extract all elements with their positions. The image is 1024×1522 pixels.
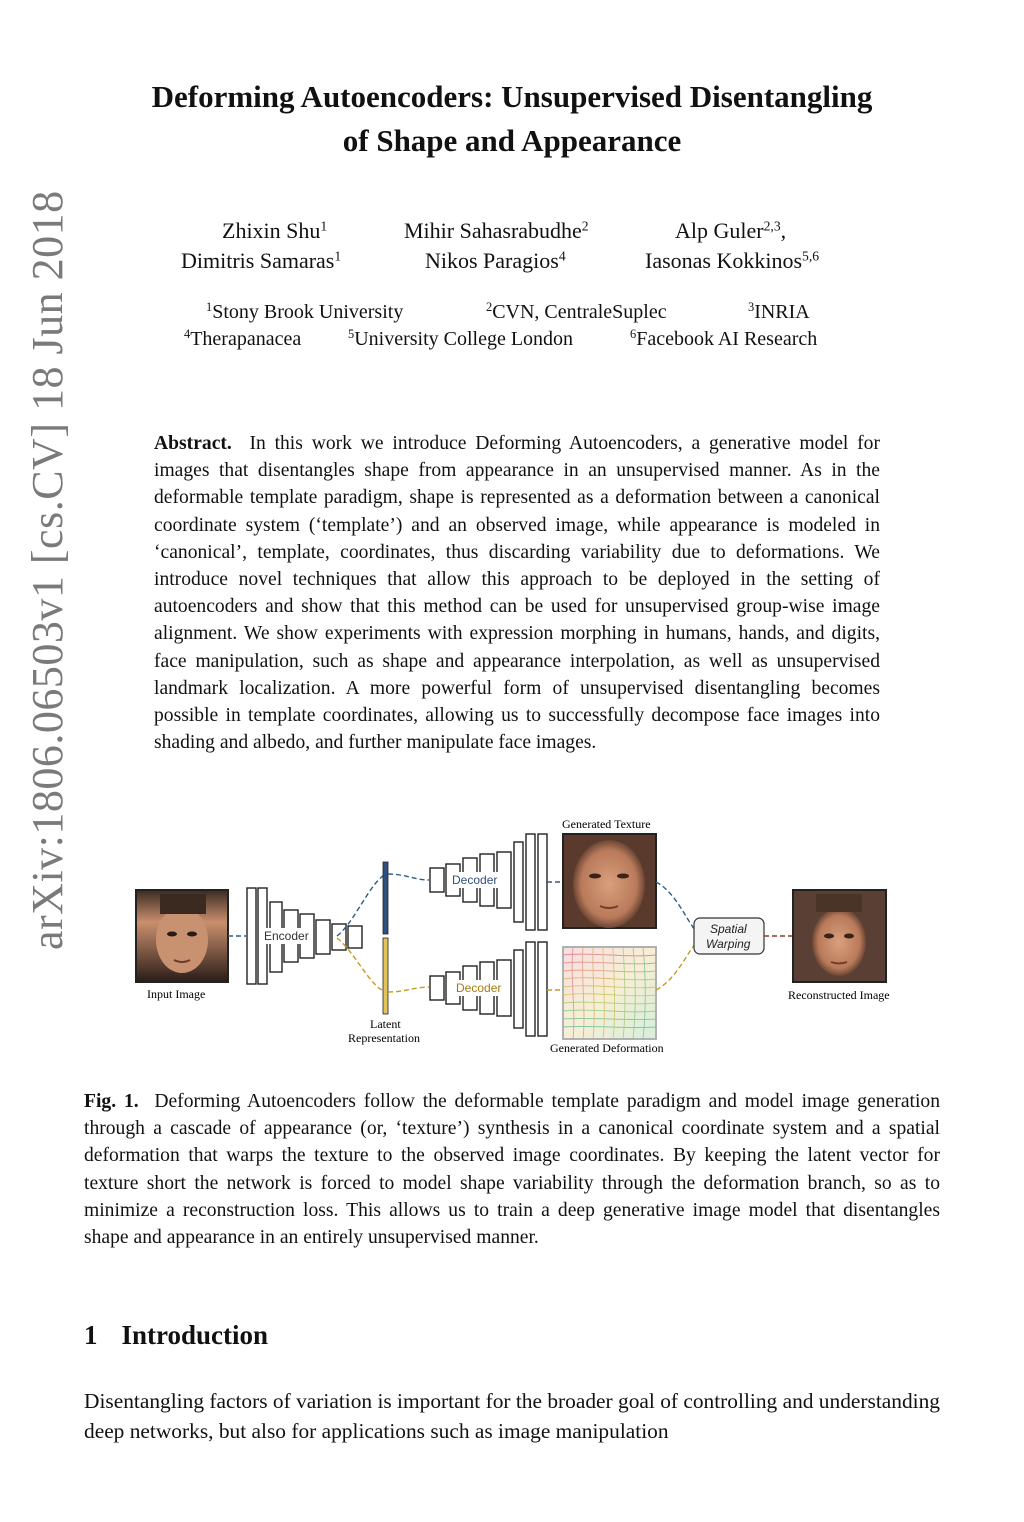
decoder-bottom-label: Decoder	[456, 981, 502, 995]
arxiv-identifier: arXiv:1806.06503v1 [cs.CV] 18 Jun 2018	[23, 190, 72, 950]
generated-texture-label: Generated Texture	[562, 817, 651, 831]
generated-texture-image	[563, 834, 656, 928]
author-1: Zhixin Shu$^1$	[222, 218, 328, 243]
caption-text: Deforming Autoencoders follow the deformable template paradigm and model image generation through a cascade of appearance (or, ‘texture’) synthesis in a canonical coordinate system and a spatial deformation that warps the texture to the observed image coordinates. By keeping the latent vector for texture short the network is forced to model shape variability through the deformation branch, so as to minimize a reconstruction loss. This allows us to train a deep generative image model that disentangles shape and appearance in an entirely unsupervised manner.	[84, 1091, 940, 1249]
abstract-label: Abstract.	[154, 433, 232, 454]
title-line-2: of Shape and Appearance	[342, 123, 682, 158]
section-heading	[84, 1320, 268, 1351]
affiliation-1: $^1$Stony Brook University	[206, 300, 404, 323]
figure-1-diagram	[130, 812, 900, 1052]
input-face-photo	[136, 890, 228, 982]
title-line-1: Deforming Autoencoders: Unsupervised Disentangling	[151, 79, 873, 114]
latent-deformation-vector	[383, 938, 388, 1014]
reconstructed-face-photo	[793, 890, 886, 982]
affiliation-3: $^3$INRIA	[748, 300, 810, 323]
affiliation-2: $^2$CVN, CentraleSuplec	[486, 300, 667, 323]
author-3: Alp Guler$^{2,3}$,	[675, 218, 787, 243]
author-6: Iasonas Kokkinos$^{5,6}$	[645, 248, 820, 273]
decoder-top-label: Decoder	[452, 873, 498, 887]
affiliation-4: $^4$Therapanacea	[184, 327, 302, 350]
author-4: Dimitris Samaras$^1$	[181, 248, 342, 273]
reconstructed-image-label: Reconstructed Image	[788, 988, 890, 1002]
paper-title	[80, 75, 944, 163]
latent-label-2: Representation	[348, 1031, 420, 1045]
spatial-warping-label-2: Warping	[706, 937, 751, 951]
caption-label: Fig. 1.	[84, 1091, 139, 1112]
author-2: Mihir Sahasrabudhe$^2$	[404, 218, 589, 243]
author-5: Nikos Paragios$^4$	[425, 248, 566, 273]
latent-texture-vector	[383, 862, 388, 934]
generated-deformation-grid	[563, 947, 656, 1039]
section-number: 1	[84, 1320, 98, 1350]
spatial-warping-label-1: Spatial	[710, 922, 747, 936]
affiliation-6: $^6$Facebook AI Research	[630, 327, 818, 350]
intro-paragraph: Disentangling factors of variation is important for the broader goal of controlling and understanding deep networks, but also for applications such as image manipulation	[84, 1389, 940, 1443]
abstract	[154, 430, 880, 756]
input-image-label: Input Image	[147, 987, 206, 1001]
generated-deformation-label: Generated Deformation	[550, 1041, 664, 1052]
encoder-label: Encoder	[264, 929, 309, 943]
abstract-text: In this work we introduce Deforming Autoencoders, a generative model for images that disentangles shape from appearance in an unsupervised manner. As in the deformable template paradigm, shape is represented as a deformation between a canonical coordinate system (‘template’) and an observed image, while appearance is modeled in ‘canonical’, template, coordinates, thus discarding variability due to deformations. We introduce novel techniques that allow this approach to be deployed in the setting of autoencoders and show that this method can be used for unsupervised group-wise image alignment. We show experiments with expression morphing in humans, hands, and digits, face manipulation, such as shape and appearance interpolation, as well as unsupervised landmark localization. A more powerful form of unsupervised disentangling becomes possible in template coordinates, allowing us to successfully decompose face images into shading and albedo, and further manipulate face images.	[154, 433, 880, 754]
section-title: Introduction	[121, 1320, 269, 1350]
figure-caption	[84, 1088, 940, 1251]
latent-label-1: Latent	[370, 1017, 401, 1031]
affiliation-5: $^5$University College London	[348, 327, 574, 350]
